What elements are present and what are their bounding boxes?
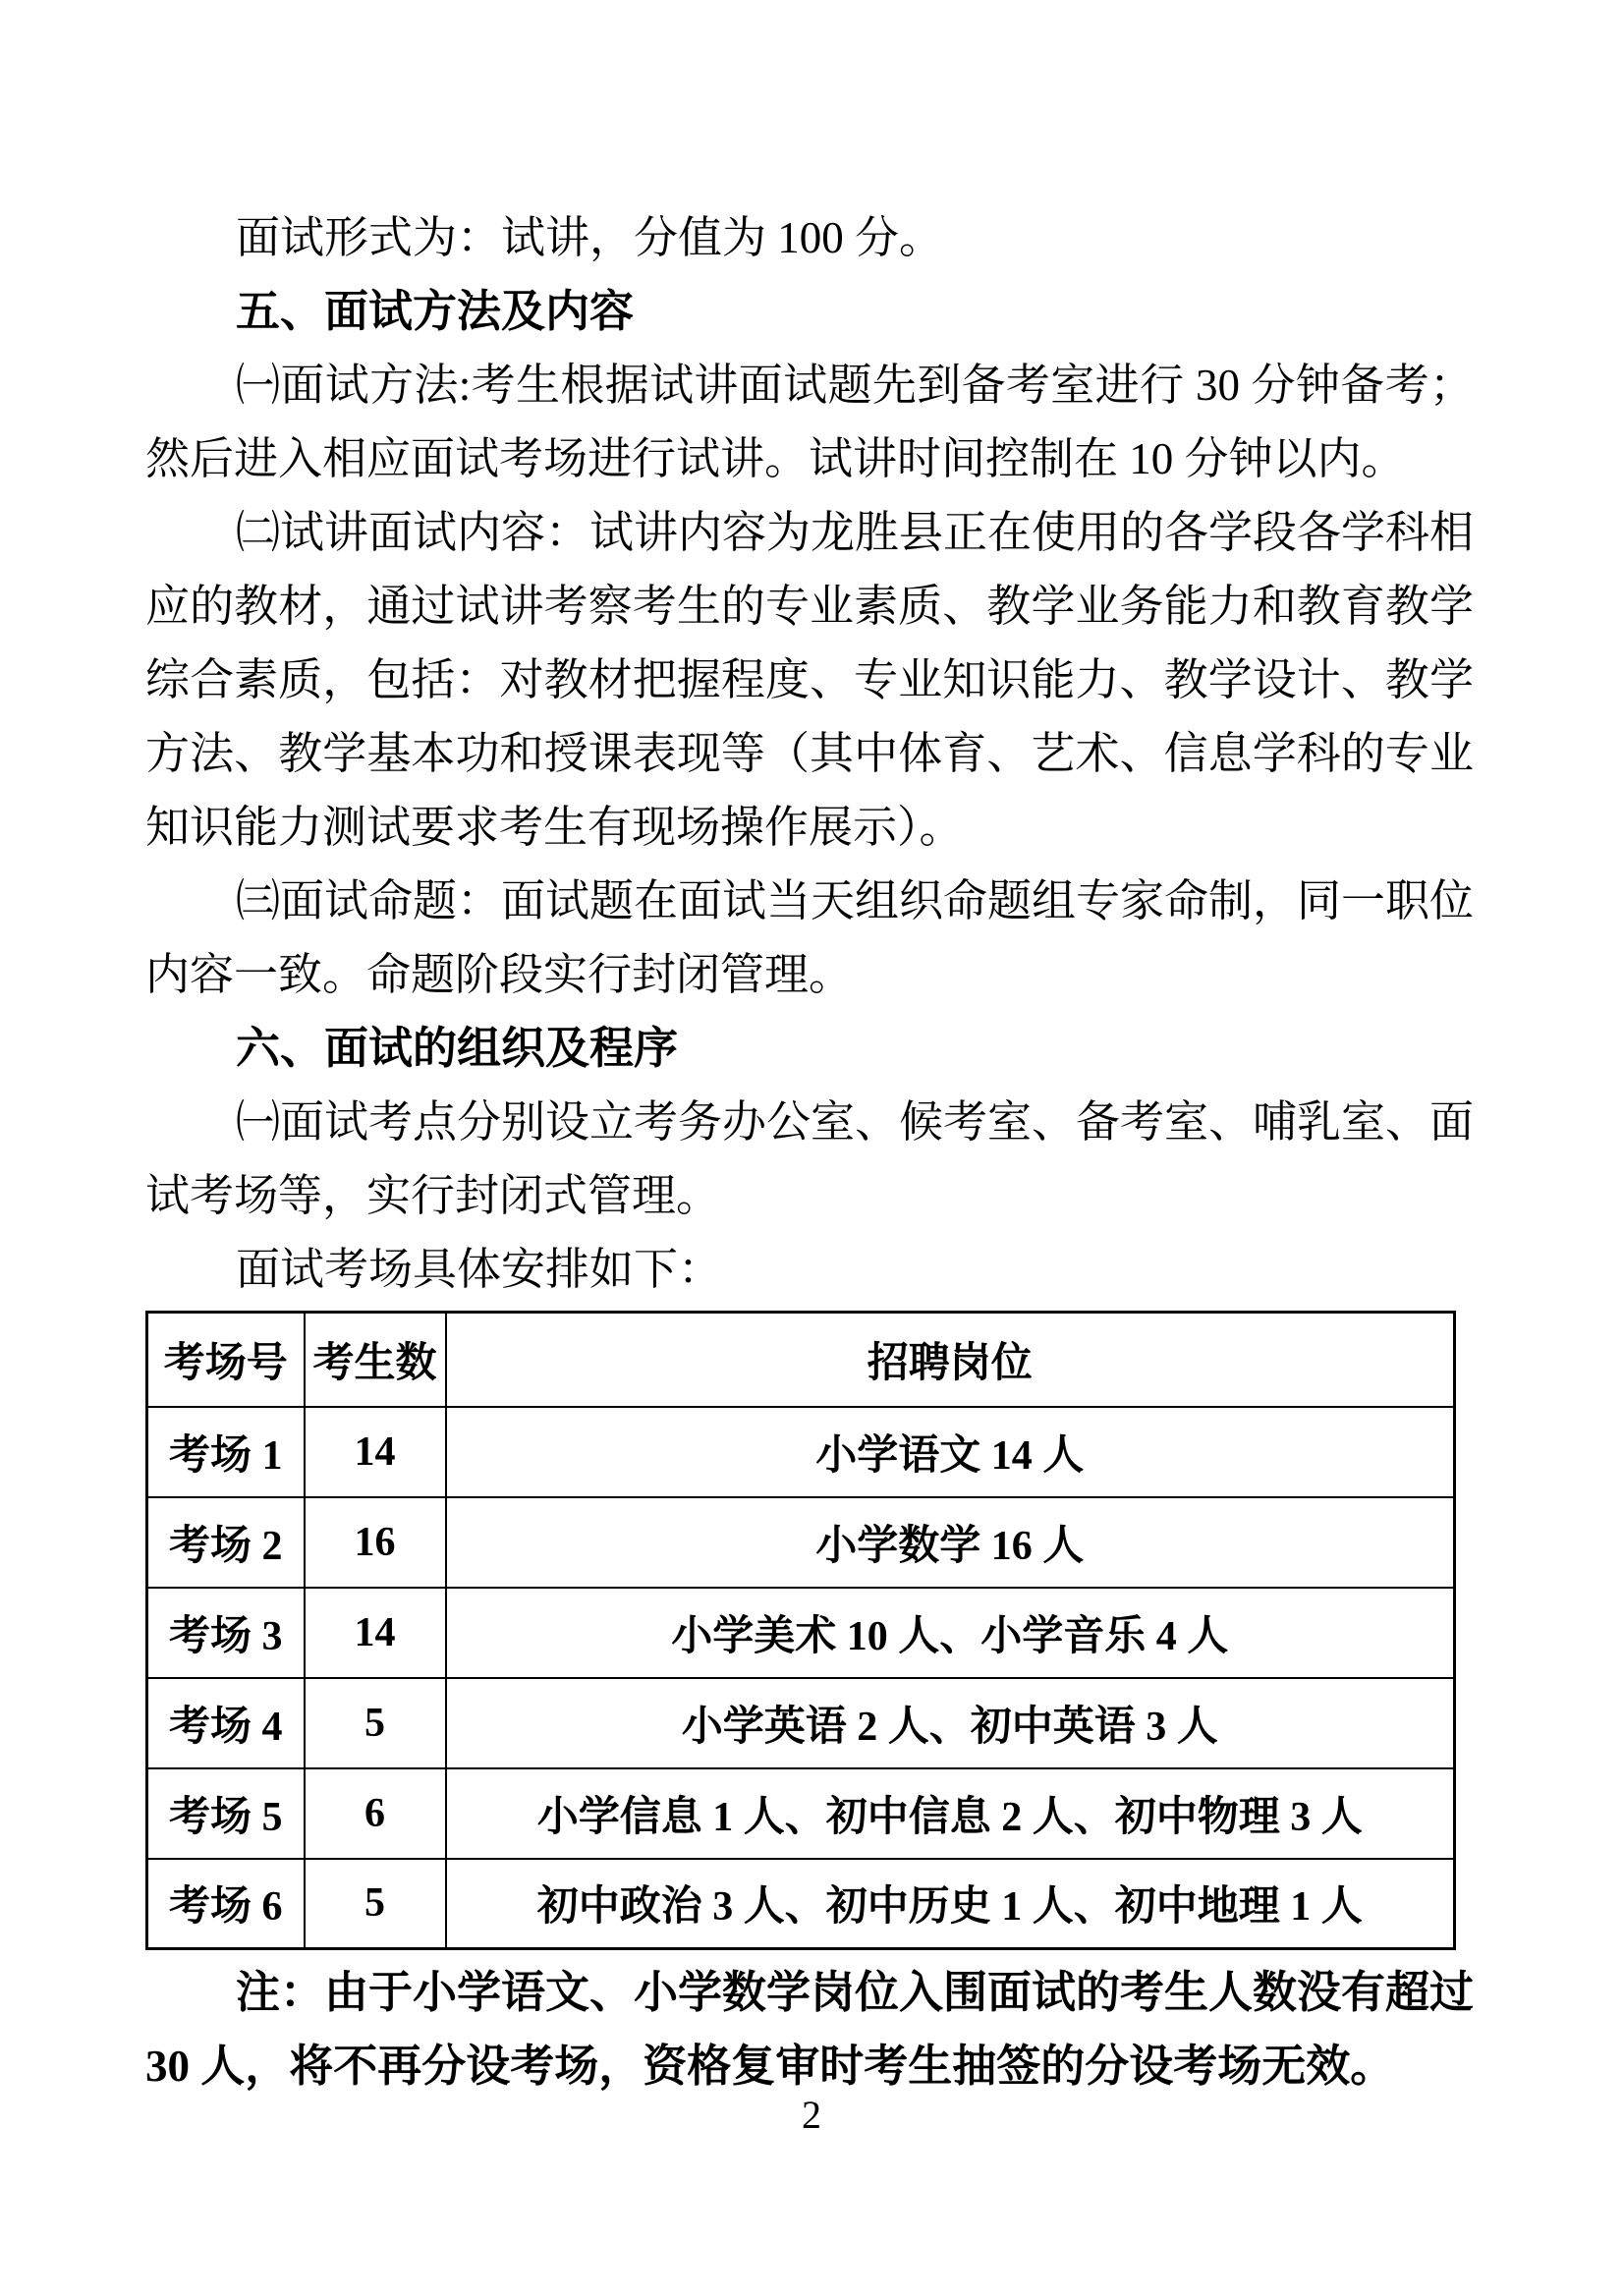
exam-room-table [145,1311,1456,1950]
body-line: 面试形式为：试讲，分值为 100 分。 [236,213,944,262]
room-cell: 考场 4 [147,1678,305,1768]
positions-cell: 初中政治 3 人、初中历史 1 人、初中地理 1 人 [446,1859,1455,1949]
section-heading-6: 六、面试的组织及程序 [236,1024,679,1073]
room-cell: 考场 5 [147,1768,305,1859]
positions-cell: 小学美术 10 人、小学音乐 4 人 [446,1588,1455,1678]
table-row [147,1859,1455,1949]
note-line: 30 人，将不再分设考场，资格复审时考生抽签的分设考场无效。 [145,2042,1395,2091]
room-cell: 考场 2 [147,1497,305,1588]
table-row [147,1768,1455,1859]
body-line: ㈠面试考点分别设立考务办公室、候考室、备考室、哺乳室、面 [236,1097,1474,1147]
document-body [145,201,1474,2103]
positions-cell: 小学数学 16 人 [446,1497,1455,1588]
count-cell: 5 [305,1859,446,1949]
body-line: ㈢面试命题：面试题在面试当天组织命题组专家命制，同一职位 [236,876,1474,925]
note-line: 注：由于小学语文、小学数学岗位入围面试的考生人数没有超过 [236,1968,1474,2017]
body-line: 方法、教学基本功和授课表现等（其中体育、艺术、信息学科的专业 [145,729,1474,778]
body-line: ㈠面试方法:考生根据试讲面试题先到备考室进行 30 分钟备考； [236,361,1474,410]
table-header-room-no: 考场号 [147,1313,305,1407]
body-line: 应的教材，通过试讲考察考生的专业素质、教学业务能力和教育教学 [145,582,1474,631]
room-cell: 考场 1 [147,1407,305,1497]
count-cell: 16 [305,1497,446,1588]
count-cell: 14 [305,1588,446,1678]
room-cell: 考场 6 [147,1859,305,1949]
table-header-row [147,1313,1455,1407]
table-row [147,1588,1455,1678]
body-line: 试考场等，实行封闭式管理。 [145,1171,721,1220]
page-number: 2 [802,2093,821,2137]
table-intro-line: 面试考场具体安排如下： [236,1245,723,1294]
body-line: ㈡试讲面试内容：试讲内容为龙胜县正在使用的各学段各学科相 [236,508,1474,557]
room-cell: 考场 3 [147,1588,305,1678]
positions-cell: 小学英语 2 人、初中英语 3 人 [446,1678,1455,1768]
table-row [147,1407,1455,1497]
positions-cell: 小学信息 1 人、初中信息 2 人、初中物理 3 人 [446,1768,1455,1859]
positions-cell: 小学语文 14 人 [446,1407,1455,1497]
count-cell: 5 [305,1678,446,1768]
table-header-positions: 招聘岗位 [446,1313,1455,1407]
section-heading-5: 五、面试方法及内容 [236,287,635,336]
body-line: 然后进入相应面试考场进行试讲。试讲时间控制在 10 分钟以内。 [145,434,1406,483]
body-line: 综合素质，包括：对教材把握程度、专业知识能力、教学设计、教学 [145,655,1474,704]
count-cell: 14 [305,1407,446,1497]
body-line: 内容一致。命题阶段实行封闭管理。 [145,950,854,999]
table-row [147,1678,1455,1768]
table-row [147,1497,1455,1588]
body-line: 知识能力测试要求考生有现场操作展示）。 [145,803,964,852]
table-header-count: 考生数 [305,1313,446,1407]
count-cell: 6 [305,1768,446,1859]
